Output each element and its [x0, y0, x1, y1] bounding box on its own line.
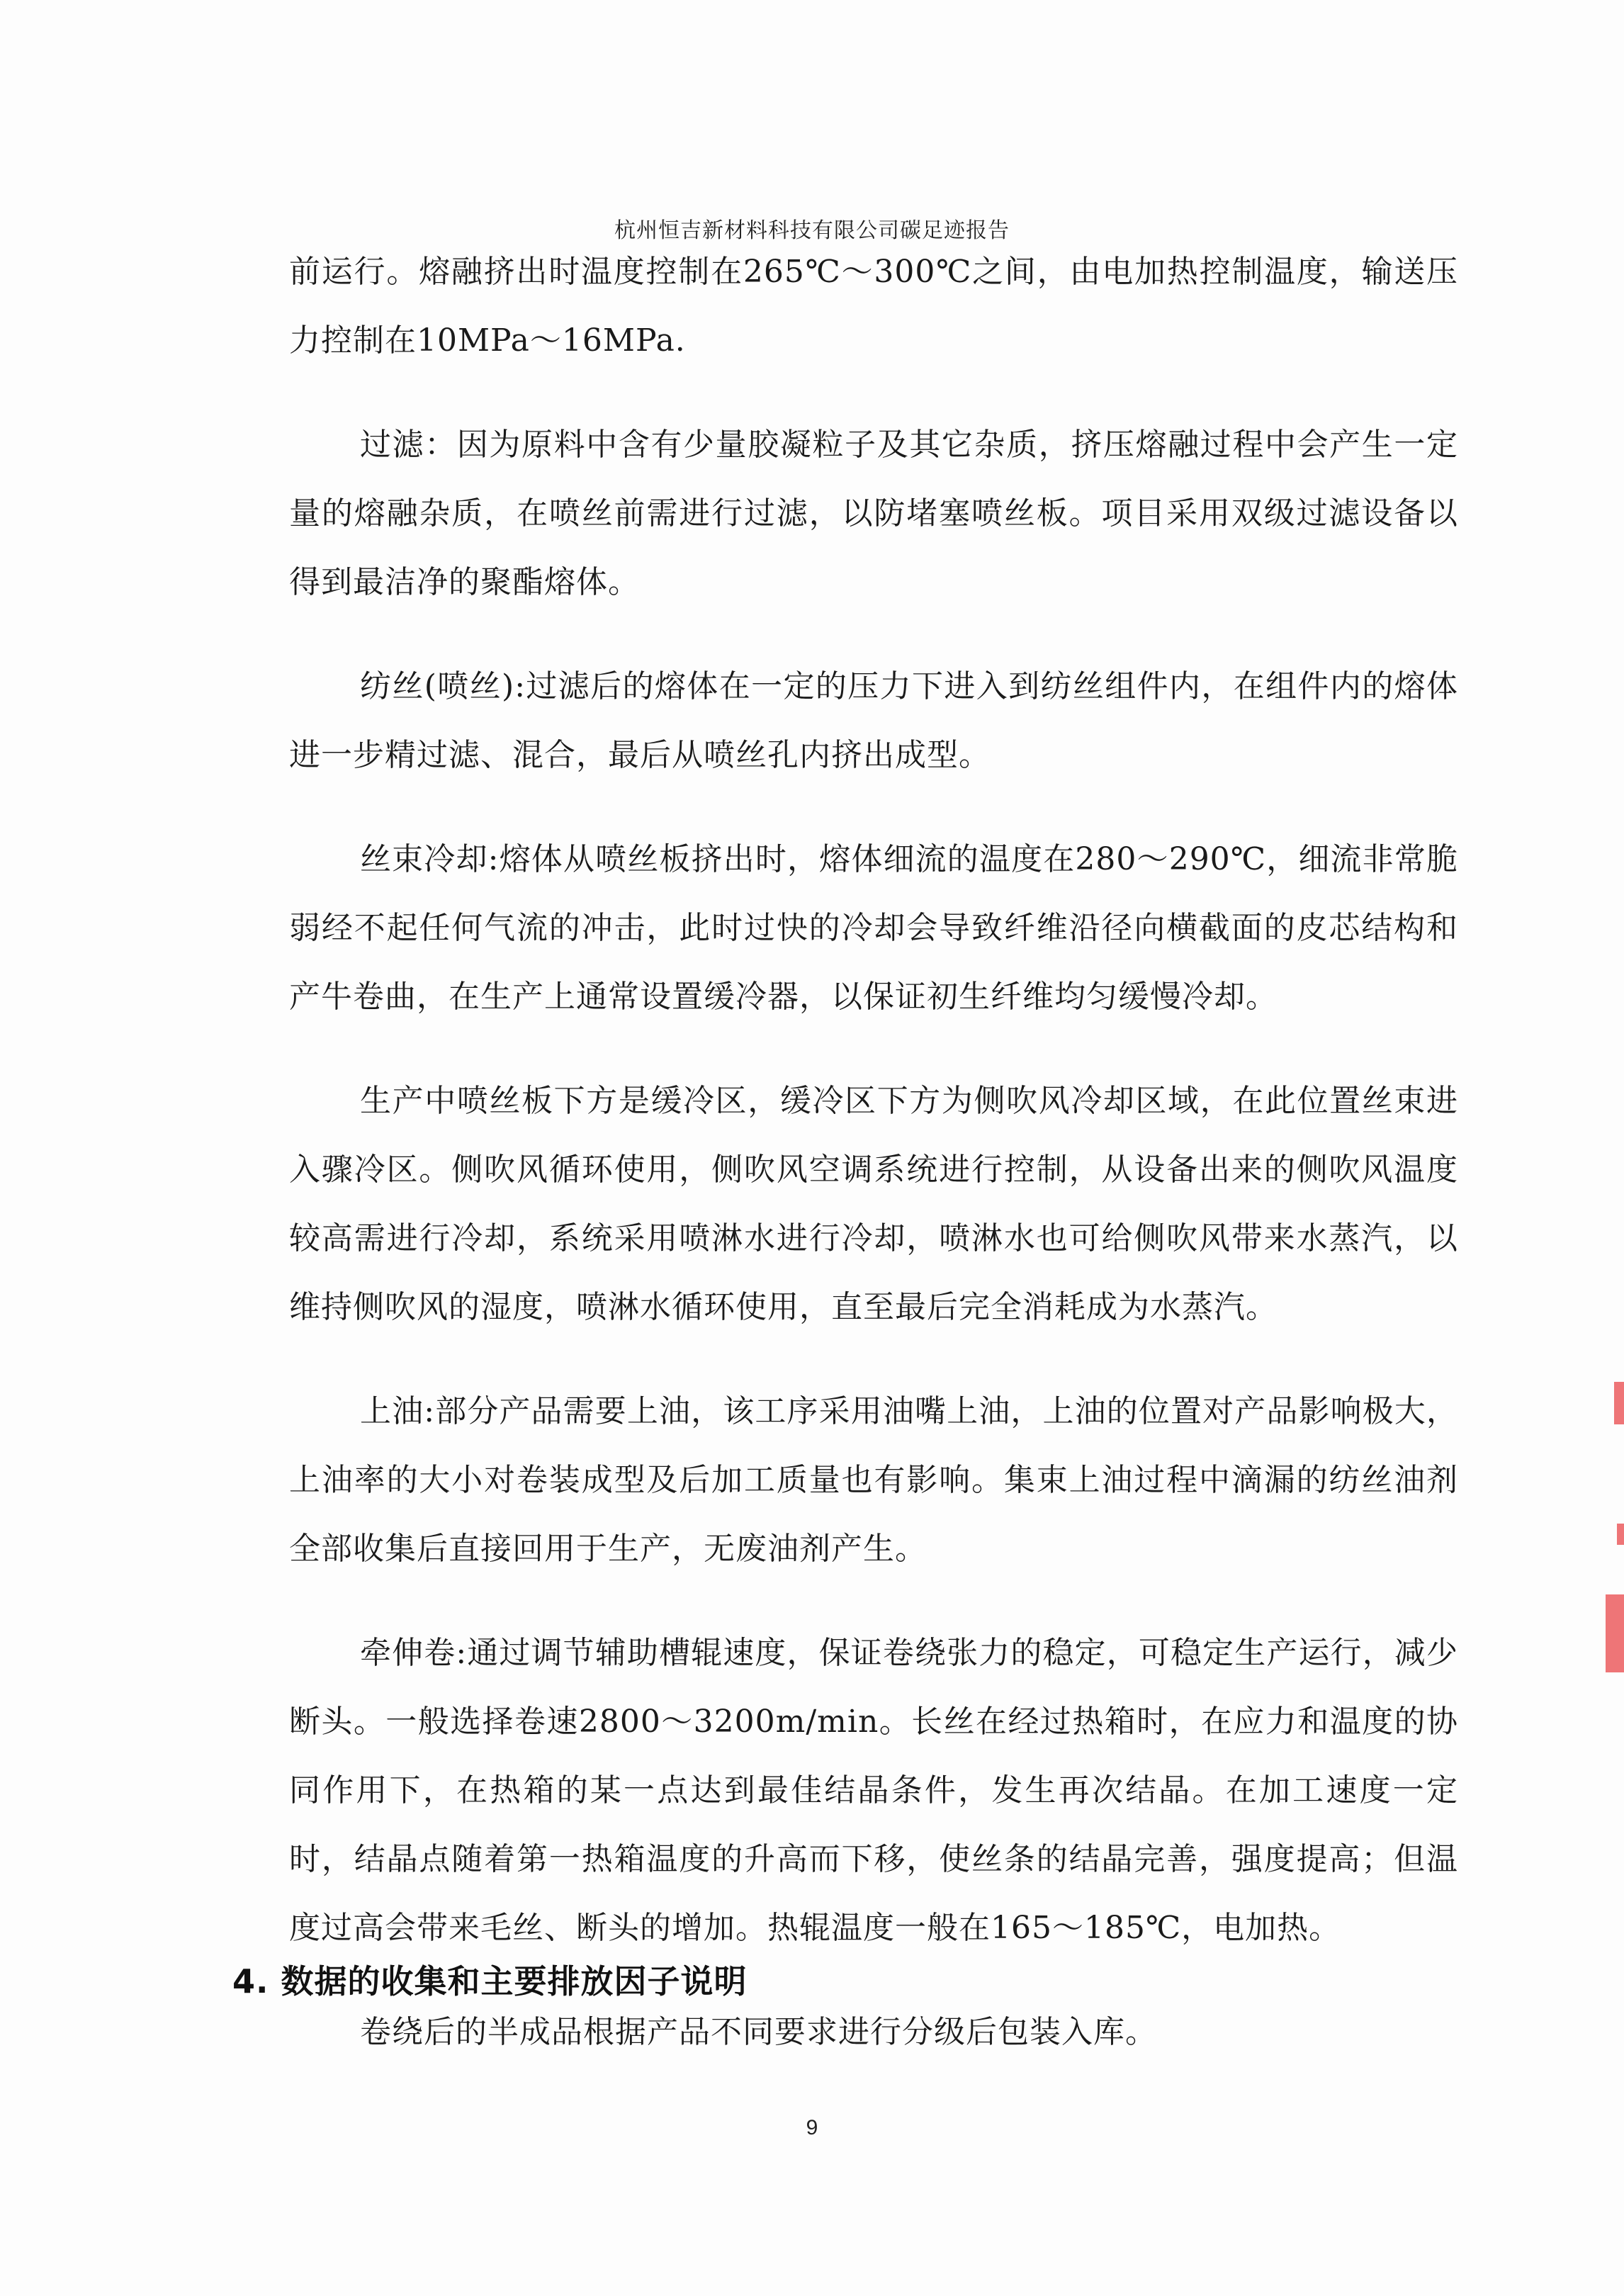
paragraph-continuation: 前运行。熔融挤出时温度控制在265℃～300℃之间，由电加热控制温度，输送压力控制在10MPa～16MPa.	[289, 254, 1458, 359]
seal-edge-mark	[1617, 1524, 1624, 1545]
page-number: 9	[806, 2116, 818, 2139]
paragraph-packaging: 卷绕后的半成品根据产品不同要求进行分级后包装入库。	[360, 2014, 1157, 2050]
paragraph-tow-cooling: 丝束冷却:熔体从喷丝板挤出时，熔体细流的温度在280～290℃，细流非常脆弱经不起任何气流的冲击，此时过快的冷却会导致纤维沿径向横截面的皮芯结构和产牛卷曲，在生产上通常设置缓冷器，以保证初生纤维均匀缓慢冷却。	[289, 841, 1458, 1015]
section-heading: 4. 数据的收集和主要排放因子说明	[232, 1962, 748, 2000]
paragraph-cross-air-cooling: 生产中喷丝板下方是缓冷区，缓冷区下方为侧吹风冷却区域，在此位置丝束进入骤冷区。侧吹风循环使用，侧吹风空调系统进行控制，从设备出来的侧吹风温度较高需进行冷却，系统采用喷淋水进行冷却，喷淋水也可给侧吹风带来水蒸汽，以维持侧吹风的湿度，喷淋水循环使用，直至最后完全消耗成为水蒸汽。	[289, 1083, 1458, 1325]
seal-edge-mark	[1614, 1382, 1624, 1424]
seal-edge-mark	[1606, 1594, 1624, 1672]
paragraph-oiling: 上油:部分产品需要上油，该工序采用油嘴上油，上油的位置对产品影响极大，上油率的大小对卷装成型及后加工质量也有影响。集束上油过程中滴漏的纺丝油剂全部收集后直接回用于生产，无废油剂产生。	[289, 1393, 1458, 1567]
paragraph-drawing-winding: 牵伸卷:通过调节辅助槽辊速度，保证卷绕张力的稳定，可稳定生产运行，减少断头。一般选择卷速2800～3200m/min。长丝在经过热箱时，在应力和温度的协同作用下，在热箱的某一点达到最佳结晶条件，发生再次结晶。在加工速度一定时，结晶点随着第一热箱温度的升高而下移，使丝条的结晶完善，强度提高；但温度过高会带来毛丝、断头的增加。热辊温度一般在165～185℃，电加热。	[289, 1635, 1458, 1946]
paragraph-spinning: 纺丝(喷丝):过滤后的熔体在一定的压力下进入到纺丝组件内，在组件内的熔体进一步精过滤、混合，最后从喷丝孔内挤出成型。	[289, 668, 1458, 773]
paragraph-filtering: 过滤：因为原料中含有少量胶凝粒子及其它杂质，挤压熔融过程中会产生一定量的熔融杂质，在喷丝前需进行过滤，以防堵塞喷丝板。项目采用双级过滤设备以得到最洁净的聚酯熔体。	[289, 427, 1458, 600]
body-text	[289, 237, 1458, 2102]
report-header: 杭州恒吉新材料科技有限公司碳足迹报告	[614, 218, 1010, 243]
